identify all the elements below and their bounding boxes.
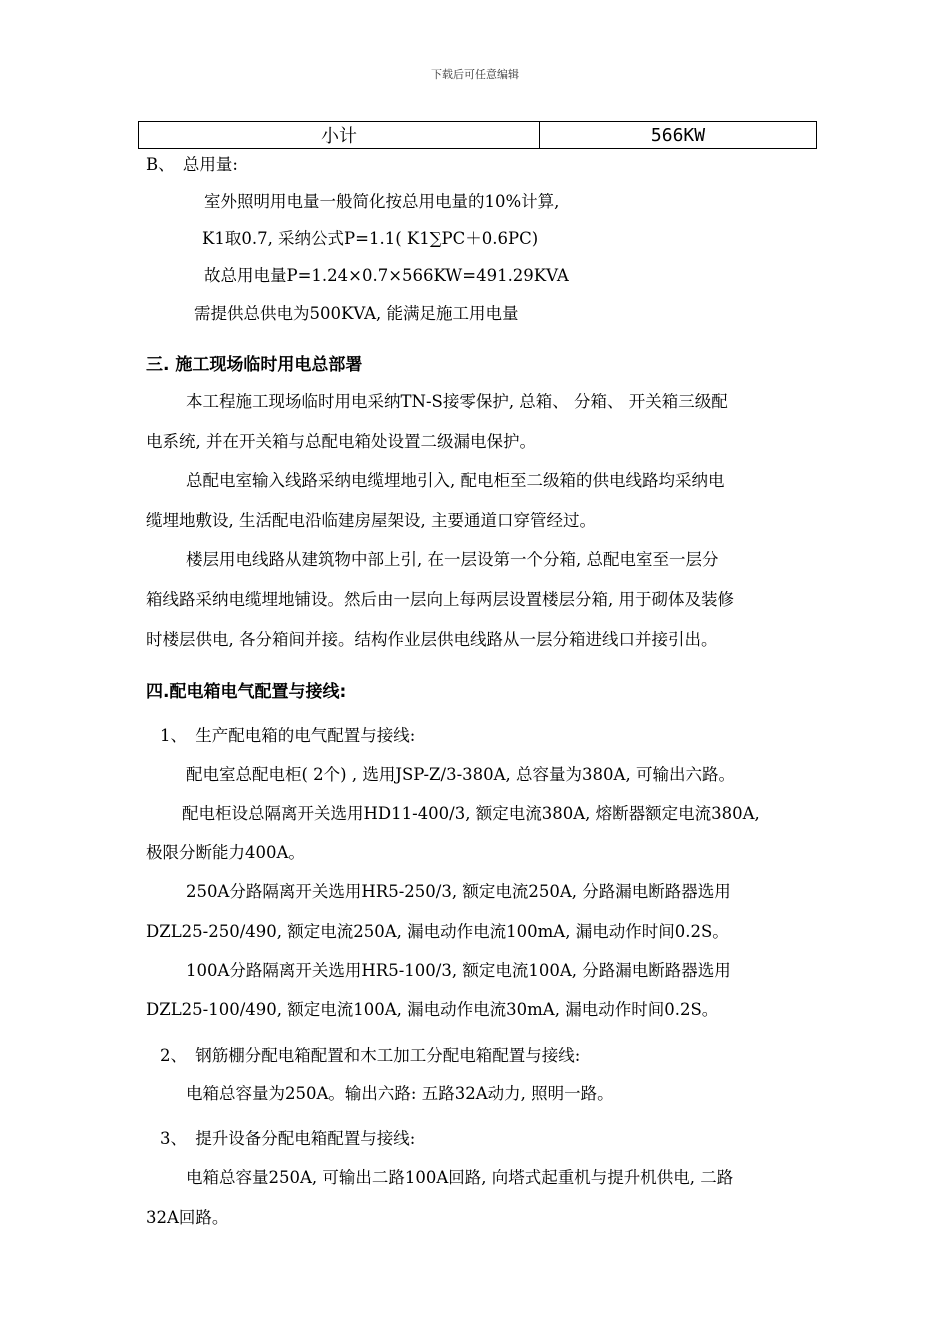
paragraph-line: 极限分断能力400A。	[146, 843, 305, 862]
paragraph-line: 电箱总容量250A, 可输出二路100A回路, 向塔式起重机与提升机供电, 二路	[186, 1168, 734, 1187]
paragraph-line: 本工程施工现场临时用电采纳TN-S接零保护, 总箱、 分箱、 开关箱三级配	[186, 392, 728, 411]
paragraph-line: 箱线路采纳电缆埋地铺设。然后由一层向上每两层设置楼层分箱, 用于砌体及装修	[146, 590, 734, 609]
subsection-heading-2: 2、 钢筋棚分配电箱配置和木工加工分配电箱配置与接线:	[160, 1046, 581, 1065]
subtotal-table	[138, 121, 817, 149]
paragraph-line: 电系统, 并在开关箱与总配电箱处设置二级漏电保护。	[146, 432, 536, 451]
paragraph-line: 100A分路隔离开关选用HR5-100/3, 额定电流100A, 分路漏电断路器选用	[186, 961, 731, 980]
total-usage-heading: B、 总用量:	[146, 155, 238, 174]
section-heading-3: 三. 施工现场临时用电总部署	[146, 355, 363, 375]
paragraph-line: DZL25-250/490, 额定电流250A, 漏电动作电流100mA, 漏电动作时间0.2S。	[146, 922, 729, 941]
text-line: 室外照明用电量一般简化按总用电量的10%计算,	[204, 192, 560, 211]
paragraph-line: 250A分路隔离开关选用HR5-250/3, 额定电流250A, 分路漏电断路器选用	[186, 882, 731, 901]
subtotal-label: 小计	[139, 122, 540, 149]
paragraph-line: 32A回路。	[146, 1208, 229, 1227]
paragraph-line: 配电室总配电柜( 2个) , 选用JSP-Z/3-380A, 总容量为380A, 可输出六路。	[186, 765, 735, 784]
paragraph-line: 总配电室输入线路采纳电缆埋地引入, 配电柜至二级箱的供电线路均采纳电	[186, 471, 725, 490]
text-line: 需提供总供电为500KVA, 能满足施工用电量	[194, 304, 519, 323]
page-header: 下载后可任意编辑	[431, 68, 519, 81]
formula-line: K1取0.7, 采纳公式P=1.1( K1∑PC＋0.6PC)	[202, 229, 539, 248]
paragraph-line: 楼层用电线路从建筑物中部上引, 在一层设第一个分箱, 总配电室至一层分	[186, 550, 719, 569]
subsection-heading-3: 3、 提升设备分配电箱配置与接线:	[160, 1129, 416, 1148]
subtotal-value: 566KW	[540, 122, 817, 149]
paragraph-line: 时楼层供电, 各分箱间并接。结构作业层供电线路从一层分箱进线口并接引出。	[146, 630, 718, 649]
subsection-heading-1: 1、 生产配电箱的电气配置与接线:	[160, 726, 416, 745]
paragraph-line: DZL25-100/490, 额定电流100A, 漏电动作电流30mA, 漏电动作时间0.2S。	[146, 1000, 719, 1019]
paragraph-line: 缆埋地敷设, 生活配电沿临建房屋架设, 主要通道口穿管经过。	[146, 511, 596, 530]
formula-line: 故总用电量P=1.24×0.7×566KW=491.29KVA	[204, 266, 569, 285]
paragraph-line: 电箱总容量为250A。输出六路: 五路32A动力, 照明一路。	[186, 1084, 614, 1103]
paragraph-line: 配电柜设总隔离开关选用HD11-400/3, 额定电流380A, 熔断器额定电流380A,	[182, 804, 760, 823]
section-heading-4: 四.配电箱电气配置与接线:	[146, 682, 347, 702]
